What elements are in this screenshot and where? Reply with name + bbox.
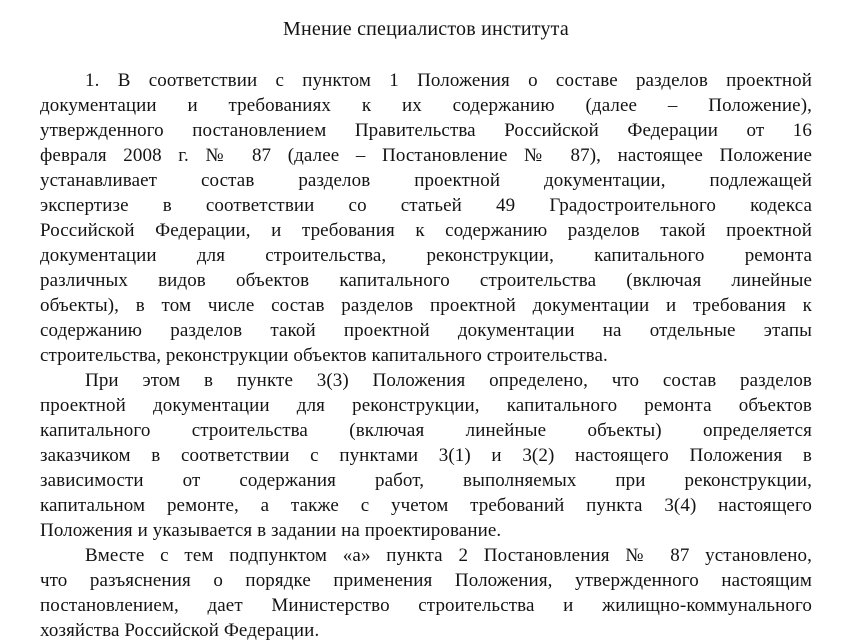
document-body [40, 68, 812, 643]
text-line: 1. В соответствии с пунктом 1 Положения о составе разделов проектной [85, 70, 812, 91]
text-line: документации для строительства, реконструкции, капитального ремонта [40, 245, 812, 266]
paragraph [40, 368, 812, 543]
paragraph [40, 68, 812, 368]
text-line: февраля 2008 г. № 87 (далее – Постановление № 87), настоящее Положение [40, 145, 812, 166]
text-line: экспертизе в соответствии со статьей 49 Градостроительного кодекса [40, 195, 812, 216]
text-line: утвержденного постановлением Правительства Российской Федерации от 16 [40, 120, 812, 141]
text-line: капитальном ремонте, а также с учетом требований пункта 3(4) настоящего [40, 495, 812, 516]
text-line: что разъяснения о порядке применения Положения, утвержденного настоящим [40, 570, 812, 591]
text-line: различных видов объектов капитального строительства (включая линейные [40, 270, 812, 291]
text-line: хозяйства Российской Федерации. [40, 620, 320, 641]
text-line: содержанию разделов такой проектной документации на отдельные этапы [40, 320, 812, 341]
document-title: Мнение специалистов института [283, 18, 569, 40]
text-line: постановлением, дает Министерство строительства и жилищно-коммунального [40, 595, 812, 616]
text-line: Российской Федерации, и требования к содержанию разделов такой проектной [40, 220, 812, 241]
text-line: устанавливает состав разделов проектной документации, подлежащей [40, 170, 812, 191]
text-line: проектной документации для реконструкции, капитального ремонта объектов [40, 395, 812, 416]
text-line: объекты), в том числе состав разделов проектной документации и требования к [40, 295, 812, 316]
text-line: Вместе с тем подпунктом «а» пункта 2 Постановления № 87 установлено, [85, 545, 812, 566]
paragraph [40, 543, 812, 643]
text-line: Положения и указывается в задании на проектирование. [40, 520, 502, 541]
text-line: зависимости от содержания работ, выполняемых при реконструкции, [40, 470, 812, 491]
text-line: При этом в пункте 3(3) Положения определено, что состав разделов [85, 370, 812, 391]
text-line: заказчиком в соответствии с пунктами 3(1) и 3(2) настоящего Положения в [40, 445, 812, 466]
text-line: строительства, реконструкции объектов капитального строительства. [40, 345, 608, 366]
text-line: документации и требованиях к их содержанию (далее – Положение), [40, 95, 812, 116]
text-line: капитального строительства (включая линейные объекты) определяется [40, 420, 812, 441]
